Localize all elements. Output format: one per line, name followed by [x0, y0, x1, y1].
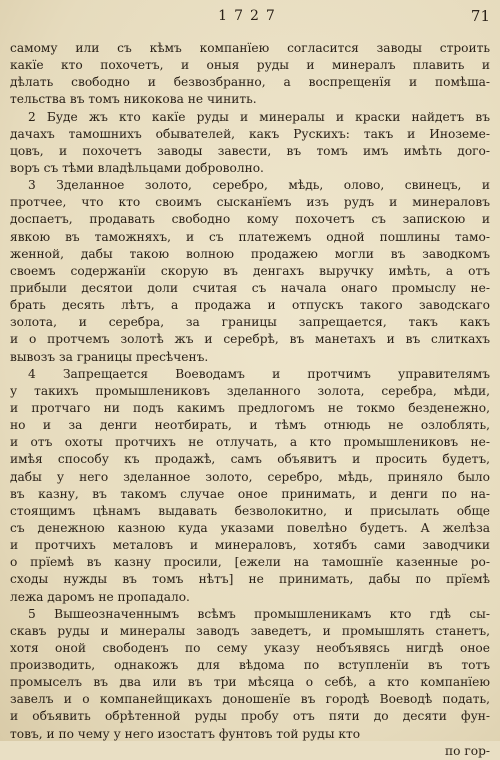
text-line: и протчихъ металовъ и минераловъ, хотябъ сами заводчики — [10, 538, 490, 553]
text-line: протчее, что кто своимъ сысканїемъ изъ рудъ и минераловъ — [10, 195, 490, 210]
text-line: производить, однакожъ для вѣдома по вступленїи въ тотъ — [10, 658, 490, 673]
text-line: доспаетъ, продавать свободно кому похочетъ съ запискою и — [10, 212, 490, 227]
text-line: и о протчемъ золотѣ жъ и серебрѣ, въ манетахъ и въ слиткахъ — [10, 332, 490, 347]
text-line: но и за денги неотбирать, и тѣмъ отнюдь не озлоблять, — [10, 418, 490, 433]
page-number: 71 — [470, 7, 490, 25]
text-line: о прїемѣ въ казну просили, [ежели на тамошнїе казенные ро- — [10, 555, 490, 570]
paragraph — [10, 743, 490, 760]
header-year: 1727 — [218, 8, 282, 24]
paragraph — [10, 366, 490, 606]
text-line: самому или съ кѣмъ компанїею согласится заводы строить — [10, 41, 490, 55]
text-line: воръ съ тѣми владѣльцами доброволно. — [10, 160, 264, 175]
paragraph — [10, 606, 490, 743]
text-line: дачахъ тамошнихъ обывателей, какъ Рускихъ: такъ и Иноземе- — [10, 126, 490, 141]
body-text — [10, 40, 490, 760]
text-line: цовъ, и похочетъ заводы завести, въ томъ имъ имѣть дого- — [10, 143, 490, 158]
text-line: въ казну, въ такомъ случае оное принимать, и денги по на- — [10, 486, 490, 501]
text-line: и протчаго ни подъ какимъ предлогомъ не токмо безденежно, — [10, 400, 490, 415]
text-line: прибыли десятои доли считая съ начала онаго промыслу не- — [10, 280, 490, 295]
text-line: 2 Буде жъ кто какїе руды и минералы и краски найдетъ въ — [28, 109, 490, 124]
text-line: своемъ содержанїи скорую въ денгахъ выручку имѣть, а отъ — [10, 263, 490, 278]
text-line: промыселъ въ два или въ три мѣсяца о себѣ, а кто компанїею — [10, 675, 490, 690]
text-line: золота, и серебра, за границы запрещается, такъ какъ — [10, 315, 490, 330]
text-line: сходы нужды въ томъ нѣтъ] не принимать, дабы по прїемѣ — [10, 572, 490, 587]
text-line: и отъ охоты протчихъ не отлучать, а кто промышлениковъ не- — [10, 435, 490, 450]
text-line: лежа даромъ не пропадало. — [10, 589, 190, 604]
text-line: 3 Зделанное золото, серебро, мѣдь, олово, свинецъ, и — [28, 178, 490, 193]
text-line: завелъ и о компанейщикахъ доношенїе въ городѣ Воеводѣ подать, — [10, 692, 490, 707]
text-line: 5 Вышеозначеннымъ всѣмъ промышленикамъ кто гдѣ сы- — [28, 606, 490, 621]
text-line: хотя оной свободенъ по сему указу необъявясь нигдѣ оное — [10, 640, 490, 655]
text-line: явкою въ таможняхъ, и съ платежемъ одной пошлины тамо- — [10, 229, 490, 244]
text-line: дабы у него зделанное золото, серебро, мѣдь, приняло было — [10, 469, 490, 484]
text-line: и объявить обрѣтенной руды пробу отъ пяти до десяти фун- — [10, 709, 490, 724]
text-line: стоящимъ цѣнамъ выдавать безволокитно, и присылать обще — [10, 503, 490, 518]
paragraph — [10, 177, 490, 366]
text-line: у такихъ промышлениковъ зделанного золота, серебра, мѣди, — [10, 383, 490, 398]
text-line: женной, дабы такою волною продажею могли въ заводкомъ — [10, 246, 490, 261]
text-line: 4 Запрещается Воеводамъ и протчимъ управителямъ — [28, 366, 490, 381]
text-line: имѣя способу къ продажѣ, самъ объявитъ и просить будетъ, — [10, 452, 490, 467]
text-line: дѣлать свободно и безвозбранно, а воспрещенїя и помѣша- — [10, 75, 490, 90]
text-line: скавъ руды и минералы заводъ заведетъ, и промышлять станетъ, — [10, 623, 490, 638]
text-line: вывозъ за границы пресѣченъ. — [10, 349, 209, 364]
page-header — [0, 4, 500, 26]
paragraph — [10, 40, 490, 109]
text-line: съ денежною казною куда указами повелѣно будетъ. А желѣза — [10, 520, 490, 535]
text-line: какїе кто похочетъ, и оныя руды и минералъ плавить и — [10, 58, 490, 73]
text-line: брать десять лѣтъ, а продажа и отпускъ такого заводскаго — [10, 298, 490, 313]
paragraph — [10, 109, 490, 178]
text-line: тельства въ томъ никокова не чинить. — [10, 92, 257, 107]
text-line: по гор- — [445, 743, 490, 758]
text-line: товъ, и по чему у него изостатъ фунтовъ той руды кто — [10, 726, 361, 741]
